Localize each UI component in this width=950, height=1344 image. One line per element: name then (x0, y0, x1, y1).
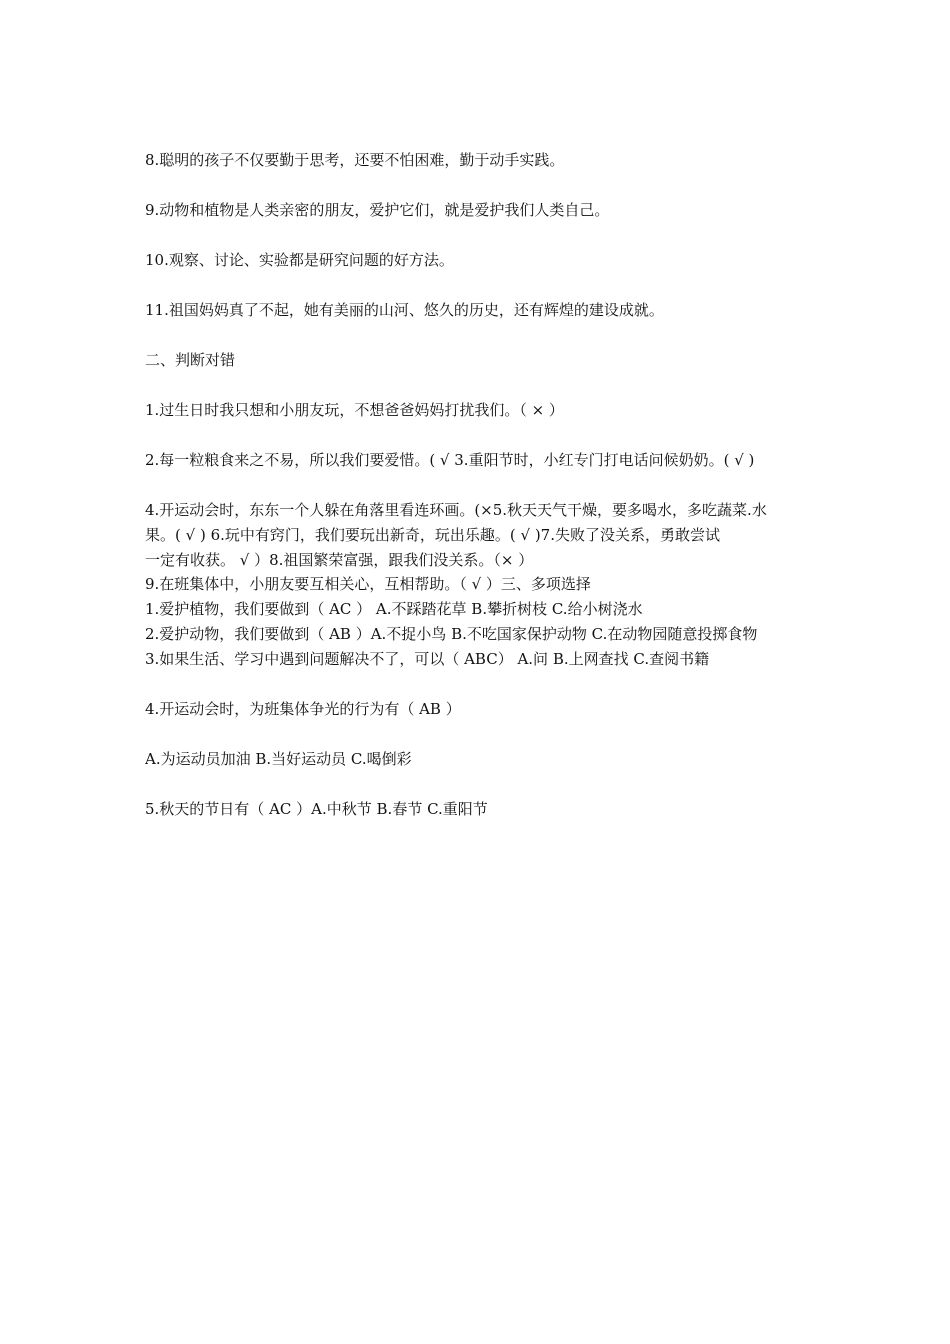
fill-item-11: 11.祖国妈妈真了不起，她有美丽的山河、悠久的历史，还有辉煌的建设成就。 (145, 301, 664, 319)
choice-item-2: 2.爱护动物，我们要做到（ AB ）A.不捉小鸟 B.不吃国家保护动物 C.在动物园随意投掷食物 (145, 625, 758, 643)
choice-item-4-options: A.为运动员加油 B.当好运动员 C.喝倒彩 (145, 750, 412, 768)
judge-item-4-5: 4.开运动会时，东东一个人躲在角落里看连环画。(×5.秋天天气干燥，要多喝水，多吃蔬菜.水 (145, 501, 767, 519)
judge-item-7-8: 一定有收获。 √ ）8.祖国繁荣富强，跟我们没关系。（× ） (145, 551, 534, 569)
choice-item-5: 5.秋天的节日有（ AC ）A.中秋节 B.春节 C.重阳节 (145, 800, 488, 818)
judge-item-9: 9.在班集体中，小朋友要互相关心，互相帮助。（ √ ）三、多项选择 (145, 575, 591, 593)
choice-item-1: 1.爱护植物，我们要做到（ AC ） A.不踩踏花草 B.攀折树枝 C.给小树浇水 (145, 600, 643, 618)
fill-item-9: 9.动物和植物是人类亲密的朋友，爱护它们，就是爱护我们人类自己。 (145, 201, 610, 219)
fill-item-10: 10.观察、讨论、实验都是研究问题的好方法。 (145, 251, 454, 269)
judge-item-2-3: 2.每一粒粮食来之不易，所以我们要爱惜。( √ 3.重阳节时，小红专门打电话问候奶奶。( √ ) (145, 451, 755, 469)
choice-item-4: 4.开运动会时，为班集体争光的行为有（ AB ） (145, 700, 461, 718)
choice-item-3: 3.如果生活、学习中遇到问题解决不了，可以（ ABC） A.问 B.上网查找 C.查阅书籍 (145, 650, 710, 668)
section-heading-true-false: 二、判断对错 (145, 351, 236, 369)
judge-item-1: 1.过生日时我只想和小朋友玩，不想爸爸妈妈打扰我们。（ × ） (145, 401, 564, 419)
fill-item-8: 8.聪明的孩子不仅要勤于思考，还要不怕困难，勤于动手实践。 (145, 151, 565, 169)
judge-item-5-6-7: 果。( √ ) 6.玩中有窍门，我们要玩出新奇，玩出乐趣。( √ )7.失败了没关系，勇敢尝试 (145, 526, 720, 544)
